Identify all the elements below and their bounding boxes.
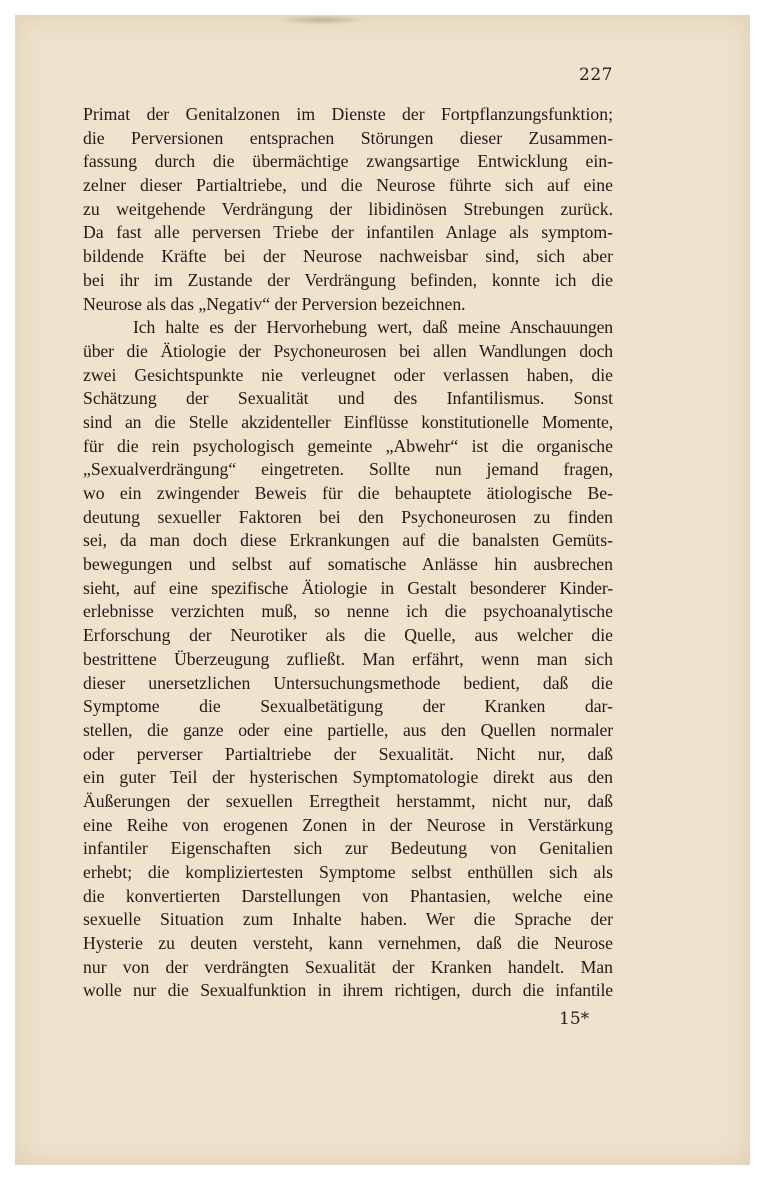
page-number: 227	[579, 65, 613, 85]
text-line: die Perversionen entsprachen Störungen dieser Zusammen-	[83, 127, 613, 148]
text-line: wo ein zwingender Beweis für die behauptete ätiologische Be-	[83, 483, 613, 503]
text-line: die konvertierten Darstellungen von Phantasien, welche eine	[83, 885, 613, 906]
text-line: bildende Kräfte bei der Neurose nachweisbar sind, sich aber	[83, 246, 613, 267]
book-page	[15, 15, 750, 1165]
text-line: erlebnisse verzichten muß, so nenne ich die psychoanalytische	[83, 601, 613, 622]
text-line: sei, da man doch diese Erkrankungen auf die banalsten Gemüts-	[83, 530, 613, 551]
text-line: Neurose als das „Negativ“ der Perversion bezeichnen.	[83, 293, 466, 314]
body-text	[83, 103, 613, 1003]
text-line: nur von der verdrängten Sexualität der Kranken handelt. Man	[83, 956, 613, 977]
text-line: erhebt; die kompliziertesten Symptome selbst enthüllen sich als	[83, 862, 613, 882]
text-line: über die Ätiologie der Psychoneurosen bei allen Wandlungen doch	[83, 340, 613, 361]
binding-smudge	[277, 15, 367, 25]
text-line: stellen, die ganze oder eine partielle, aus den Quellen normaler	[83, 719, 613, 740]
text-line: Äußerungen der sexuellen Erregtheit herstammt, nicht nur, daß	[83, 790, 613, 811]
signature-mark: 15*	[559, 1009, 590, 1029]
text-line: eine Reihe von erogenen Zonen in der Neurose in Verstärkung	[83, 814, 613, 835]
text-line: Hysterie zu deuten versteht, kann vernehmen, daß die Neurose	[83, 933, 613, 954]
text-line: zelner dieser Partialtriebe, und die Neurose führte sich auf eine	[83, 175, 613, 196]
text-line: deutung sexueller Faktoren bei den Psychoneurosen zu finden	[83, 506, 613, 527]
text-line: „Sexualverdrängung“ eingetreten. Sollte nun jemand fragen,	[83, 459, 613, 480]
text-line: sind an die Stelle akzidenteller Einflüsse konstitutionelle Momente,	[83, 411, 613, 432]
text-line: zwei Gesichtspunkte nie verleugnet oder verlassen haben, die	[83, 364, 613, 385]
text-line: sexuelle Situation zum Inhalte haben. Wer die Sprache der	[83, 909, 613, 930]
text-line: für die rein psychologisch gemeinte „Abwehr“ ist die organische	[83, 435, 613, 456]
text-line: dieser unersetzlichen Untersuchungsmethode bedient, daß die	[83, 672, 613, 693]
text-line: Da fast alle perversen Triebe der infantilen Anlage als symptom-	[83, 222, 613, 243]
text-line: zu weitgehende Verdrängung der libidinösen Strebungen zurück.	[83, 198, 613, 219]
text-line: bewegungen und selbst auf somatische Anlässe hin ausbrechen	[83, 554, 613, 575]
text-line: Symptome die Sexualbetätigung der Kranken dar-	[83, 696, 613, 717]
text-line: Erforschung der Neurotiker als die Quelle, aus welcher die	[83, 625, 613, 646]
text-line: fassung durch die übermächtige zwangsartige Entwicklung ein-	[83, 151, 613, 172]
text-line: Primat der Genitalzonen im Dienste der Fortpflanzungsfunktion;	[83, 104, 613, 124]
text-line: Ich halte es der Hervorhebung wert, daß meine Anschauungen	[133, 317, 613, 338]
text-line: wolle nur die Sexualfunktion in ihrem richtigen, durch die infantile	[83, 980, 613, 1001]
text-line: Schätzung der Sexualität und des Infantilismus. Sonst	[83, 388, 613, 409]
text-line: oder perverser Partialtriebe der Sexualität. Nicht nur, daß	[83, 743, 613, 764]
text-line: infantiler Eigenschaften sich zur Bedeutung von Genitalien	[83, 838, 613, 859]
text-line: bestrittene Überzeugung zufließt. Man erfährt, wenn man sich	[83, 648, 613, 669]
text-line: sieht, auf eine spezifische Ätiologie in Gestalt besonderer Kinder-	[83, 577, 613, 598]
text-line: bei ihr im Zustande der Verdrängung befinden, konnte ich die	[83, 269, 613, 290]
text-line: ein guter Teil der hysterischen Symptomatologie direkt aus den	[83, 767, 613, 788]
